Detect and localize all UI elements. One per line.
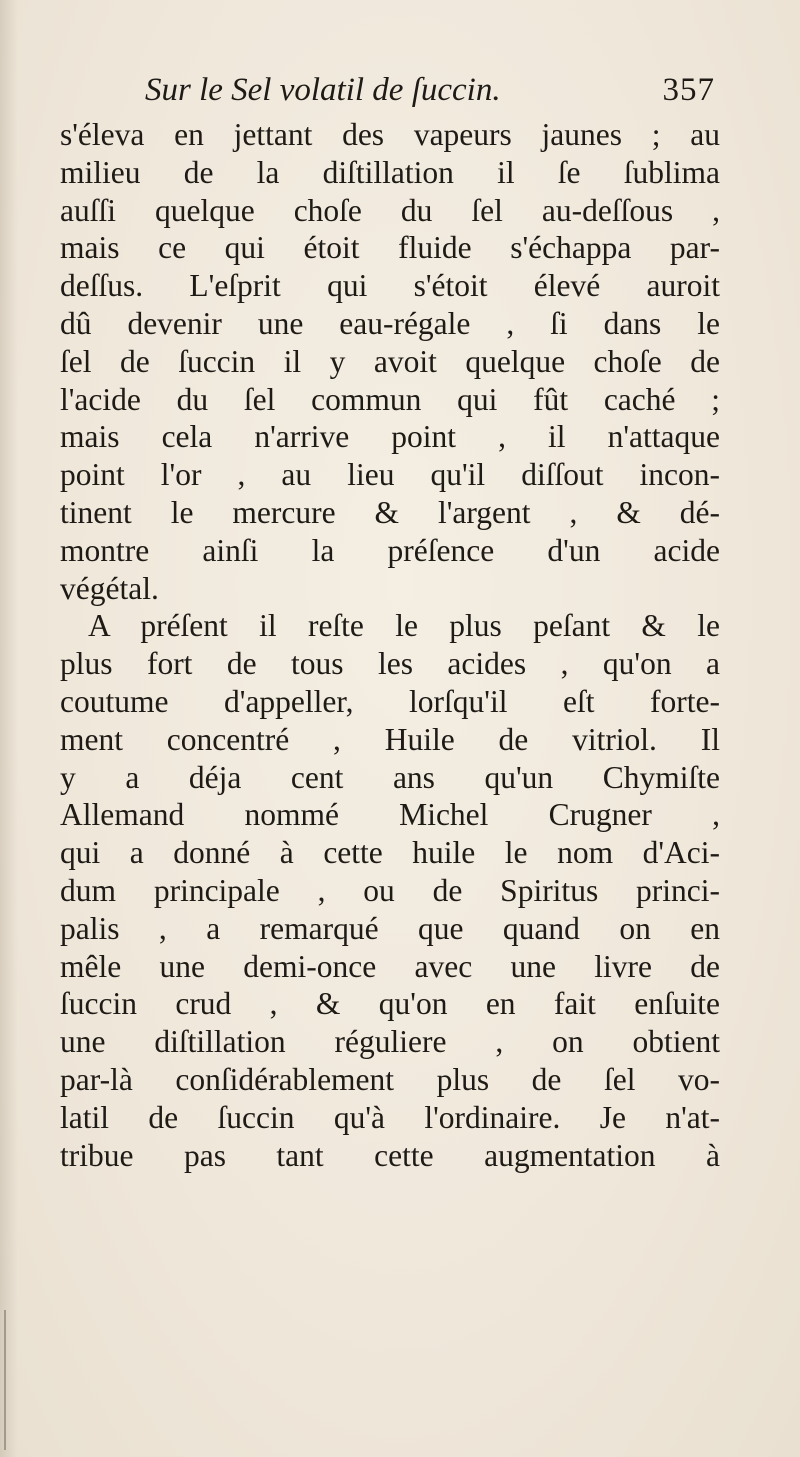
text-line: végétal.: [60, 570, 159, 606]
text-line: l'acide du ſel commun qui fût caché ;: [60, 381, 720, 417]
text-line: plus fort de tous les acides , qu'on a: [60, 646, 720, 682]
text-line: ment concentré , Huile de vitriol. Il: [60, 721, 720, 757]
text-line: ſuccin crud , & qu'on en fait enſuite: [60, 986, 720, 1022]
text-line: Allemand nommé Michel Crugner ,: [60, 797, 720, 833]
text-line: s'éleva en jettant des vapeurs jaunes ; au: [60, 117, 720, 152]
text-line: coutume d'appeller, lorſqu'il eſt forte-: [60, 683, 720, 719]
text-line: latil de ſuccin qu'à l'ordinaire. Je n'at-: [60, 1099, 720, 1135]
text-line: point l'or , au lieu qu'il diſſout incon-: [60, 457, 720, 493]
text-line: deſſus. L'eſprit qui s'étoit élevé auroit: [60, 268, 720, 304]
page-gutter-shadow: [0, 0, 18, 1457]
text-line: auſſi quelque choſe du ſel au-deſſous ,: [60, 192, 720, 228]
text-line: tinent le mercure & l'argent , & dé-: [60, 494, 720, 530]
text-line: tribue pas tant cette augmentation à: [60, 1137, 720, 1173]
text-line: milieu de la diſtillation il ſe ſublima: [60, 154, 720, 190]
text-line: montre ainſi la préſence d'un acide: [60, 532, 720, 568]
text-line: mais ce qui étoit fluide s'échappa par-: [60, 230, 720, 266]
binding-edge-line: [4, 1310, 6, 1450]
text-line: y a déja cent ans qu'un Chymiſte: [60, 759, 720, 795]
text-line: dum principale , ou de Spiritus princi-: [60, 872, 720, 908]
running-head: [145, 68, 715, 112]
text-line: mêle une demi-once avec une livre de: [60, 948, 720, 984]
text-line: par-là conſidérablement plus de ſel vo-: [60, 1061, 720, 1097]
text-line: qui a donné à cette huile le nom d'Aci-: [60, 835, 720, 871]
body-text: [60, 116, 720, 1174]
text-line: palis , a remarqué que quand on en: [60, 910, 720, 946]
text-line: ſel de ſuccin il y avoit quelque choſe de: [60, 343, 720, 379]
text-line: dû devenir une eau-régale , ſi dans le: [60, 305, 720, 341]
page-number: 357: [662, 72, 715, 108]
text-line: mais cela n'arrive point , il n'attaque: [60, 419, 720, 455]
paragraph-start-line: A préſent il reſte le plus peſant & le: [88, 608, 720, 644]
text-line: une diſtillation réguliere , on obtient: [60, 1024, 720, 1060]
running-head-title: Sur le Sel volatil de ſuccin.: [145, 72, 501, 108]
